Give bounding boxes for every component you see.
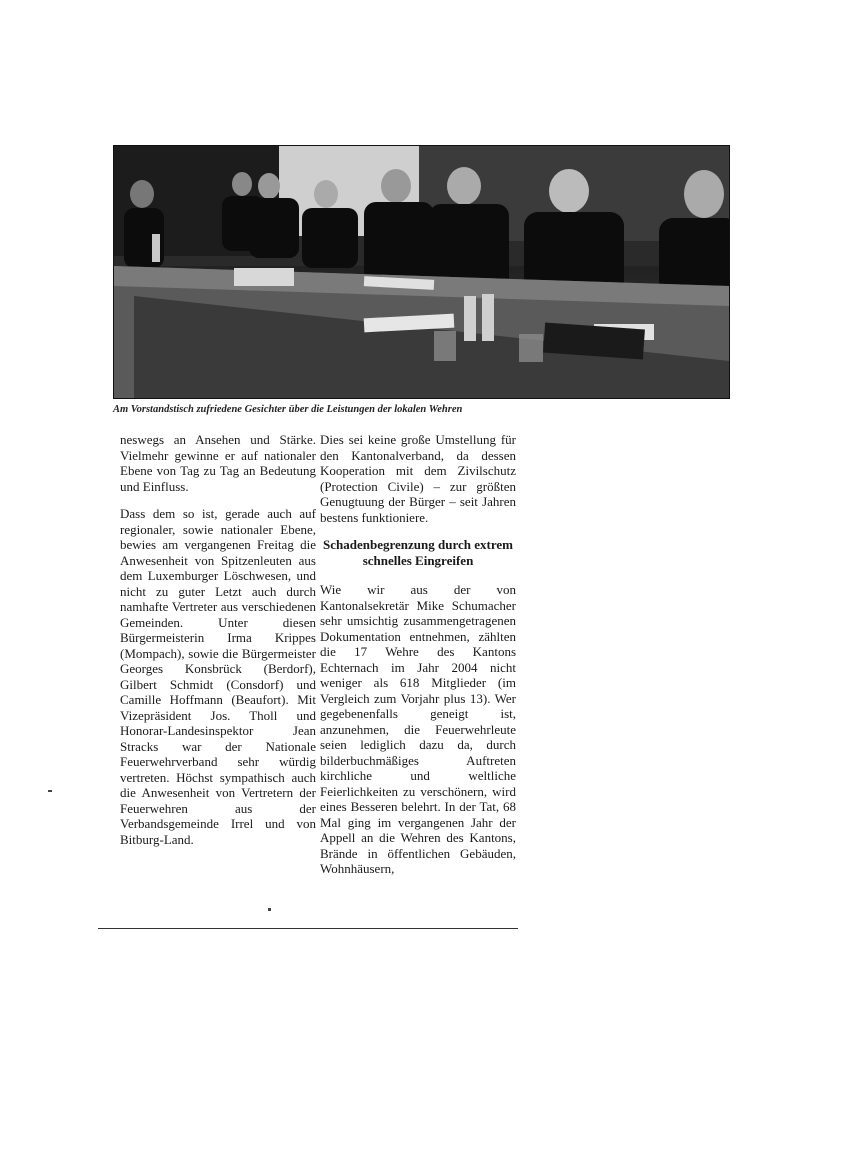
article-column-right (320, 432, 516, 889)
paragraph: Wie wir aus der von Kantonalsekretär Mike Schumacher sehr umsichtig zusammengetragenen Dokumentation entnehmen, zählten die 17 Wehre des Kantons Echternach im Jahr 2004 nicht weniger als 618 Mitglieder (im Vergleich zum Vorjahr plus 13). Wer gegebenenfalls geneigt ist, anzunehmen, die Feuerwehrleute seien lediglich dazu da, durch bilderbuchmäßiges Auftreten kirchliche und weltliche Feierlichkeiten zu verschönern, wird eines Besseren belehrt. In der Tat, 68 Mal ging im vergangenen Jahr der Appell an die Wehren des Kantons, Brände in öffentlichen Gebäuden, Wohnhäusern, (320, 582, 516, 876)
sub-heading: Schadenbegrenzung durch extrem schnelles Eingreifen (323, 537, 513, 568)
scan-speck (48, 790, 52, 792)
paragraph: Dass dem so ist, gerade auch auf regionaler, sowie nationaler Ebene, bewies am vergangenen Freitag die Anwesenheit von Spitzenleuten aus dem Luxemburger Löschwesen, und nicht zu guter Letzt auch durch namhafte Vertreter aus verschiedenen Gemeinden. Unter diesen Bürgermeisterin Irma Krippes (Mompach), sowie die Bürgermeister Georges Konsbrück (Berdorf), Gilbert Schmidt (Consdorf) und Camille Hoffmann (Beaufort). Mit Vizepräsident Jos. Tholl und Honorar-Landesinspektor Jean Stracks war der Nationale Feuerwehrverband sehr würdig vertreten. Höchst sympathisch auch die Anwesenheit von Vertretern der Feuerwehren aus der Verbandsgemeinde Irrel und von Bitburg-Land. (120, 506, 316, 847)
newspaper-clipping (108, 140, 733, 932)
paragraph: neswegs an Ansehen und Stärke. Vielmehr gewinne er auf nationaler Ebene von Tag zu Tag an Bedeutung und Einfluss. (120, 432, 316, 494)
paragraph: Dies sei keine große Umstellung für den Kantonalverband, da dessen Kooperation mit dem Zivilschutz (Protection Civile) – zur größten Genugtuung der Bürger – seit Jahren bestens funktioniere. (320, 432, 516, 525)
bottom-rule (98, 928, 518, 929)
press-photo-illustration (114, 146, 729, 398)
article-column-left (120, 432, 316, 859)
scan-speck (268, 908, 271, 911)
photo-caption: Am Vorstandstisch zufriedene Gesichter über die Leistungen der lokalen Wehren (113, 404, 463, 415)
press-photo (113, 145, 730, 399)
